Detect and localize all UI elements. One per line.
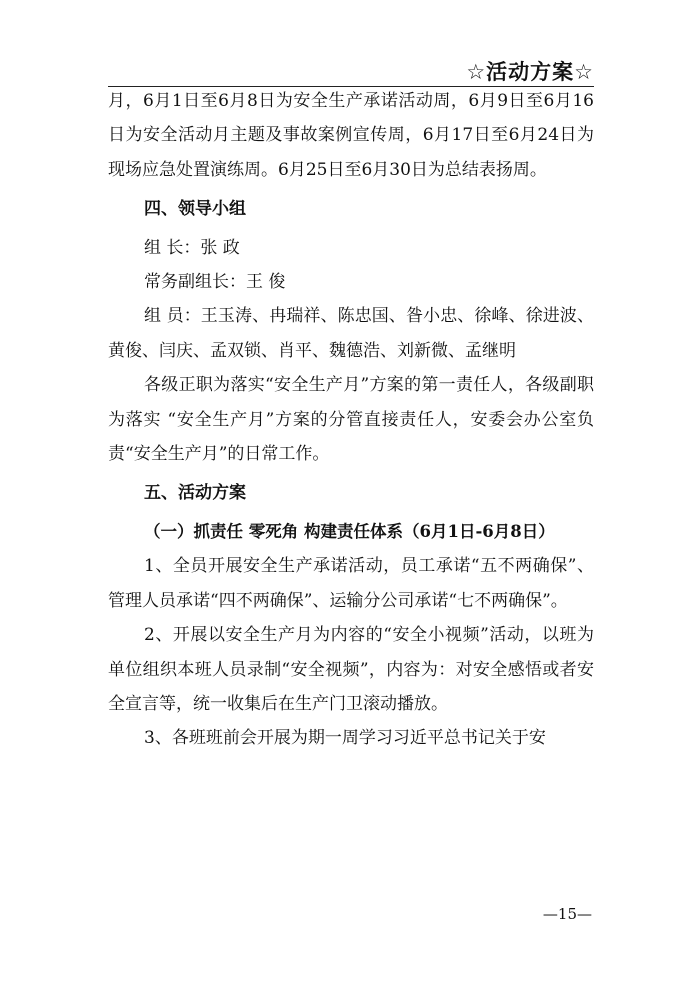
- page-number: —15—: [542, 905, 592, 923]
- paragraph-schedule: 月，6月1日至6月8日为安全生产承诺活动周，6月9日至6月16日为安全活动月主题及事故案例宣传周，6月17日至6月24日为现场应急处置演练周。6月25日至6月30日为总结表扬周。: [108, 91, 594, 180]
- list-item-1: 1、全员开展安全生产承诺活动，员工承诺“五不两确保”、管理人员承诺“四不两确保”、运输分公司承诺“七不两确保”。: [108, 556, 594, 611]
- responsibility-paragraph: 各级正职为落实“安全生产月”方案的第一责任人，各级副职为落实 “安全生产月”方案的分管直接责任人，安委会办公室负责“安全生产月”的日常工作。: [108, 375, 594, 465]
- subsection-heading-responsibility: （一）抓责任 零死角 构建责任体系（6月1日-6月8日）: [144, 521, 555, 541]
- list-item-2: 2、开展以安全生产月为内容的“安全小视频”活动，以班为单位组织本班人员录制“安全视频”，内容为：对安全感悟或者安全宣言等，统一收集后在生产门卫滚动播放。: [108, 625, 594, 714]
- list-item-3: 3、各班班前会开展为期一周学习习近平总书记关于安: [144, 728, 546, 749]
- section-heading-leadership: 四、领导小组: [144, 199, 246, 220]
- members-line: 组 员：王玉涛、冉瑞祥、陈忠国、昝小忠、徐峰、徐进波、黄俊、闫庆、孟双锁、肖平、魏德浩、刘新微、孟继明: [108, 306, 594, 361]
- page-header-title: ☆活动方案☆: [466, 60, 594, 84]
- section-heading-activity-plan: 五、活动方案: [144, 483, 246, 504]
- deputy-leader-line: 常务副组长：王 俊: [144, 272, 286, 293]
- document-body: [108, 84, 594, 756]
- leader-line: 组 长：张 政: [144, 237, 240, 258]
